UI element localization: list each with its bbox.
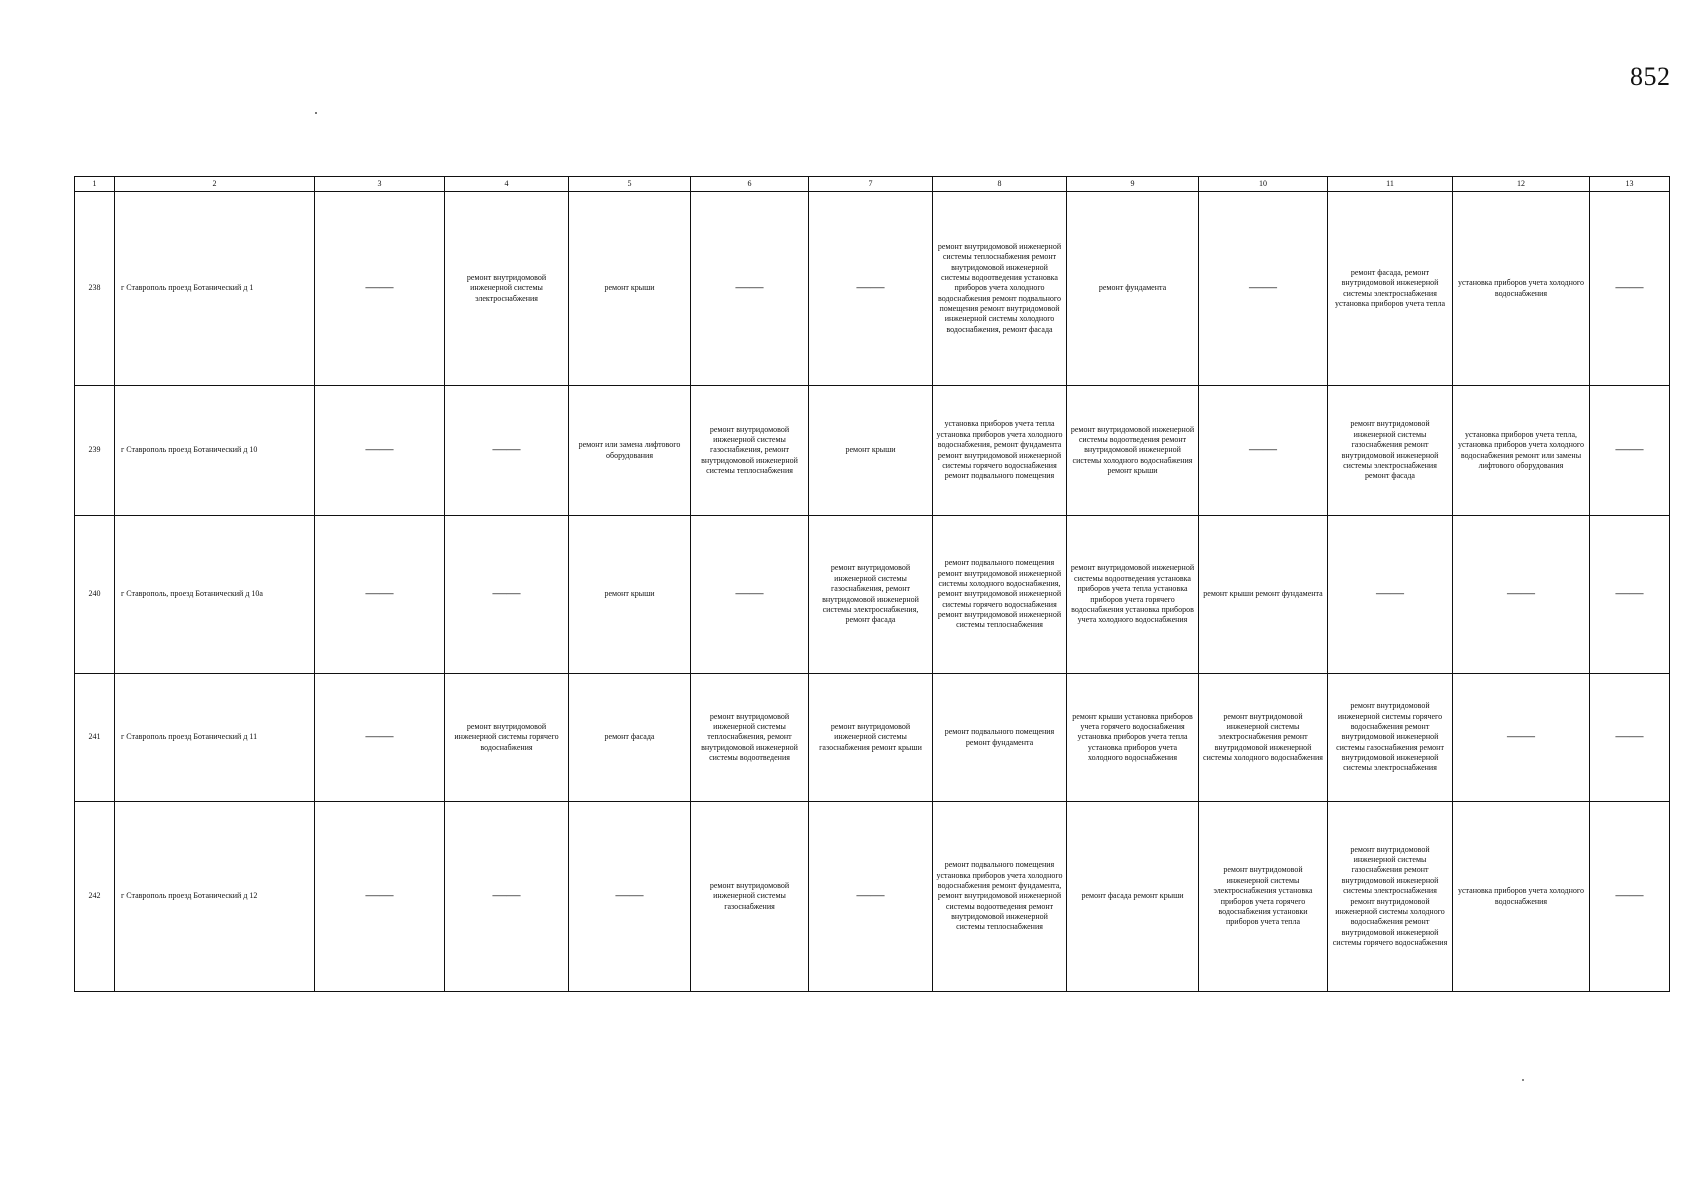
column-number-header: 6 (691, 177, 809, 192)
work-cell: ремонт внутридомовой инженерной системы газоснабжения, ремонт внутридомовой инженерной системы электроснабжения, ремонт фасада (809, 516, 933, 674)
work-cell: —— (1199, 192, 1328, 386)
work-cell: ремонт крыши ремонт фундамента (1199, 516, 1328, 674)
work-cell: —— (315, 192, 445, 386)
work-cell: —— (1590, 192, 1670, 386)
address-cell: г Ставрополь проезд Ботанический д 10 (115, 386, 315, 516)
table-row (75, 802, 1670, 992)
work-cell: —— (1328, 516, 1453, 674)
work-cell: ремонт внутридомовой инженерной системы теплоснабжения, ремонт внутридомовой инженерной системы водоотведения (691, 674, 809, 802)
column-number-header: 4 (445, 177, 569, 192)
work-cell: ремонт подвального помещения ремонт внутридомовой инженерной системы холодного водоснабжения, ремонт внутридомовой инженерной системы горячего водоснабжения ремонт внутридомовой инженерной системы теплоснабжения (933, 516, 1067, 674)
row-number-cell: 242 (75, 802, 115, 992)
work-cell: —— (691, 516, 809, 674)
table-row (75, 516, 1670, 674)
work-cell: ремонт подвального помещения установка приборов учета холодного водоснабжения ремонт фундамента, ремонт внутридомовой инженерной системы водоотведения ремонт внутридомовой инженерной системы теплоснабжения (933, 802, 1067, 992)
scan-speck (1522, 1079, 1524, 1081)
work-cell: —— (315, 386, 445, 516)
column-number-header: 5 (569, 177, 691, 192)
address-cell: г Ставрополь, проезд Ботанический д 10а (115, 516, 315, 674)
column-number-header: 13 (1590, 177, 1670, 192)
table-row (75, 674, 1670, 802)
work-cell: —— (569, 802, 691, 992)
work-cell: ремонт внутридомовой инженерной системы горячего водоснабжения (445, 674, 569, 802)
column-number-header: 1 (75, 177, 115, 192)
work-cell: ремонт крыши (569, 192, 691, 386)
row-number-cell: 238 (75, 192, 115, 386)
page-number: 852 (1630, 62, 1671, 91)
work-cell: —— (315, 674, 445, 802)
column-number-header: 10 (1199, 177, 1328, 192)
work-cell: ремонт или замена лифтового оборудования (569, 386, 691, 516)
work-cell: —— (445, 516, 569, 674)
work-cell: —— (1453, 516, 1590, 674)
work-cell: —— (809, 802, 933, 992)
column-number-header: 9 (1067, 177, 1199, 192)
work-cell: —— (809, 192, 933, 386)
work-cell: ремонт фасада ремонт крыши (1067, 802, 1199, 992)
repair-schedule-table (74, 176, 1670, 992)
work-cell: —— (445, 802, 569, 992)
work-cell: ремонт внутридомовой инженерной системы водоотведения ремонт внутридомовой инженерной системы холодного водоснабжения ремонт крыши (1067, 386, 1199, 516)
work-cell: установка приборов учета холодного водоснабжения (1453, 192, 1590, 386)
column-number-header: 8 (933, 177, 1067, 192)
table-row (75, 386, 1670, 516)
address-cell: г Ставрополь проезд Ботанический д 11 (115, 674, 315, 802)
work-cell: —— (691, 192, 809, 386)
work-cell: —— (1590, 802, 1670, 992)
work-cell: ремонт внутридомовой инженерной системы электроснабжения ремонт внутридомовой инженерной системы холодного водоснабжения (1199, 674, 1328, 802)
work-cell: —— (315, 516, 445, 674)
work-cell: ремонт крыши установка приборов учета горячего водоснабжения установка приборов учета тепла установка приборов учета холодного водоснабжения (1067, 674, 1199, 802)
work-cell: ремонт фасада, ремонт внутридомовой инженерной системы электроснабжения установка приборов учета тепла (1328, 192, 1453, 386)
work-cell: установка приборов учета холодного водоснабжения (1453, 802, 1590, 992)
work-cell: ремонт крыши (569, 516, 691, 674)
work-cell: ремонт фундамента (1067, 192, 1199, 386)
work-cell: ремонт внутридомовой инженерной системы теплоснабжения ремонт внутридомовой инженерной системы водоотведения установка приборов учета холодного водоснабжения ремонт подвального помещения ремонт внутридомовой инженерной системы холодного водоснабжения, ремонт фасада (933, 192, 1067, 386)
work-cell: ремонт фасада (569, 674, 691, 802)
work-cell: ремонт внутридомовой инженерной системы газоснабжения ремонт крыши (809, 674, 933, 802)
column-number-row (75, 177, 1670, 192)
work-cell: ремонт внутридомовой инженерной системы газоснабжения, ремонт внутридомовой инженерной системы теплоснабжения (691, 386, 809, 516)
work-cell: ремонт внутридомовой инженерной системы газоснабжения ремонт внутридомовой инженерной системы электроснабжения ремонт фасада (1328, 386, 1453, 516)
row-number-cell: 241 (75, 674, 115, 802)
work-cell: —— (1590, 386, 1670, 516)
column-number-header: 12 (1453, 177, 1590, 192)
work-cell: —— (1199, 386, 1328, 516)
work-cell: ремонт внутридомовой инженерной системы газоснабжения (691, 802, 809, 992)
scan-speck (315, 112, 317, 114)
work-cell: установка приборов учета тепла, установка приборов учета холодного водоснабжения ремонт или замены лифтового оборудования (1453, 386, 1590, 516)
column-number-header: 2 (115, 177, 315, 192)
work-cell: ремонт внутридомовой инженерной системы горячего водоснабжения ремонт внутридомовой инженерной системы газоснабжения ремонт внутридомовой инженерной системы электроснабжения (1328, 674, 1453, 802)
work-cell: ремонт внутридомовой инженерной системы электроснабжения установка приборов учета горячего водоснабжения установки приборов учета тепла (1199, 802, 1328, 992)
work-cell: ремонт крыши (809, 386, 933, 516)
work-cell: —— (1590, 516, 1670, 674)
address-cell: г Ставрополь проезд Ботанический д 12 (115, 802, 315, 992)
work-cell: —— (445, 386, 569, 516)
work-cell: —— (1590, 674, 1670, 802)
row-number-cell: 240 (75, 516, 115, 674)
row-number-cell: 239 (75, 386, 115, 516)
work-cell: ремонт внутридомовой инженерной системы электроснабжения (445, 192, 569, 386)
work-cell: ремонт внутридомовой инженерной системы газоснабжения ремонт внутридомовой инженерной системы электроснабжения ремонт внутридомовой инженерной системы холодного водоснабжения ремонт внутридомовой инженерной системы горячего водоснабжения (1328, 802, 1453, 992)
work-cell: ремонт подвального помещения ремонт фундамента (933, 674, 1067, 802)
work-cell: ремонт внутридомовой инженерной системы водоотведения установка приборов учета тепла установка приборов учета горячего водоснабжения установка приборов учета холодного водоснабжения (1067, 516, 1199, 674)
column-number-header: 3 (315, 177, 445, 192)
work-cell: —— (315, 802, 445, 992)
column-number-header: 11 (1328, 177, 1453, 192)
work-cell: установка приборов учета тепла установка приборов учета холодного водоснабжения, ремонт фундамента ремонт внутридомовой инженерной системы горячего водоснабжения ремонт подвального помещения (933, 386, 1067, 516)
table-row (75, 192, 1670, 386)
address-cell: г Ставрополь проезд Ботанический д 1 (115, 192, 315, 386)
column-number-header: 7 (809, 177, 933, 192)
work-cell: —— (1453, 674, 1590, 802)
